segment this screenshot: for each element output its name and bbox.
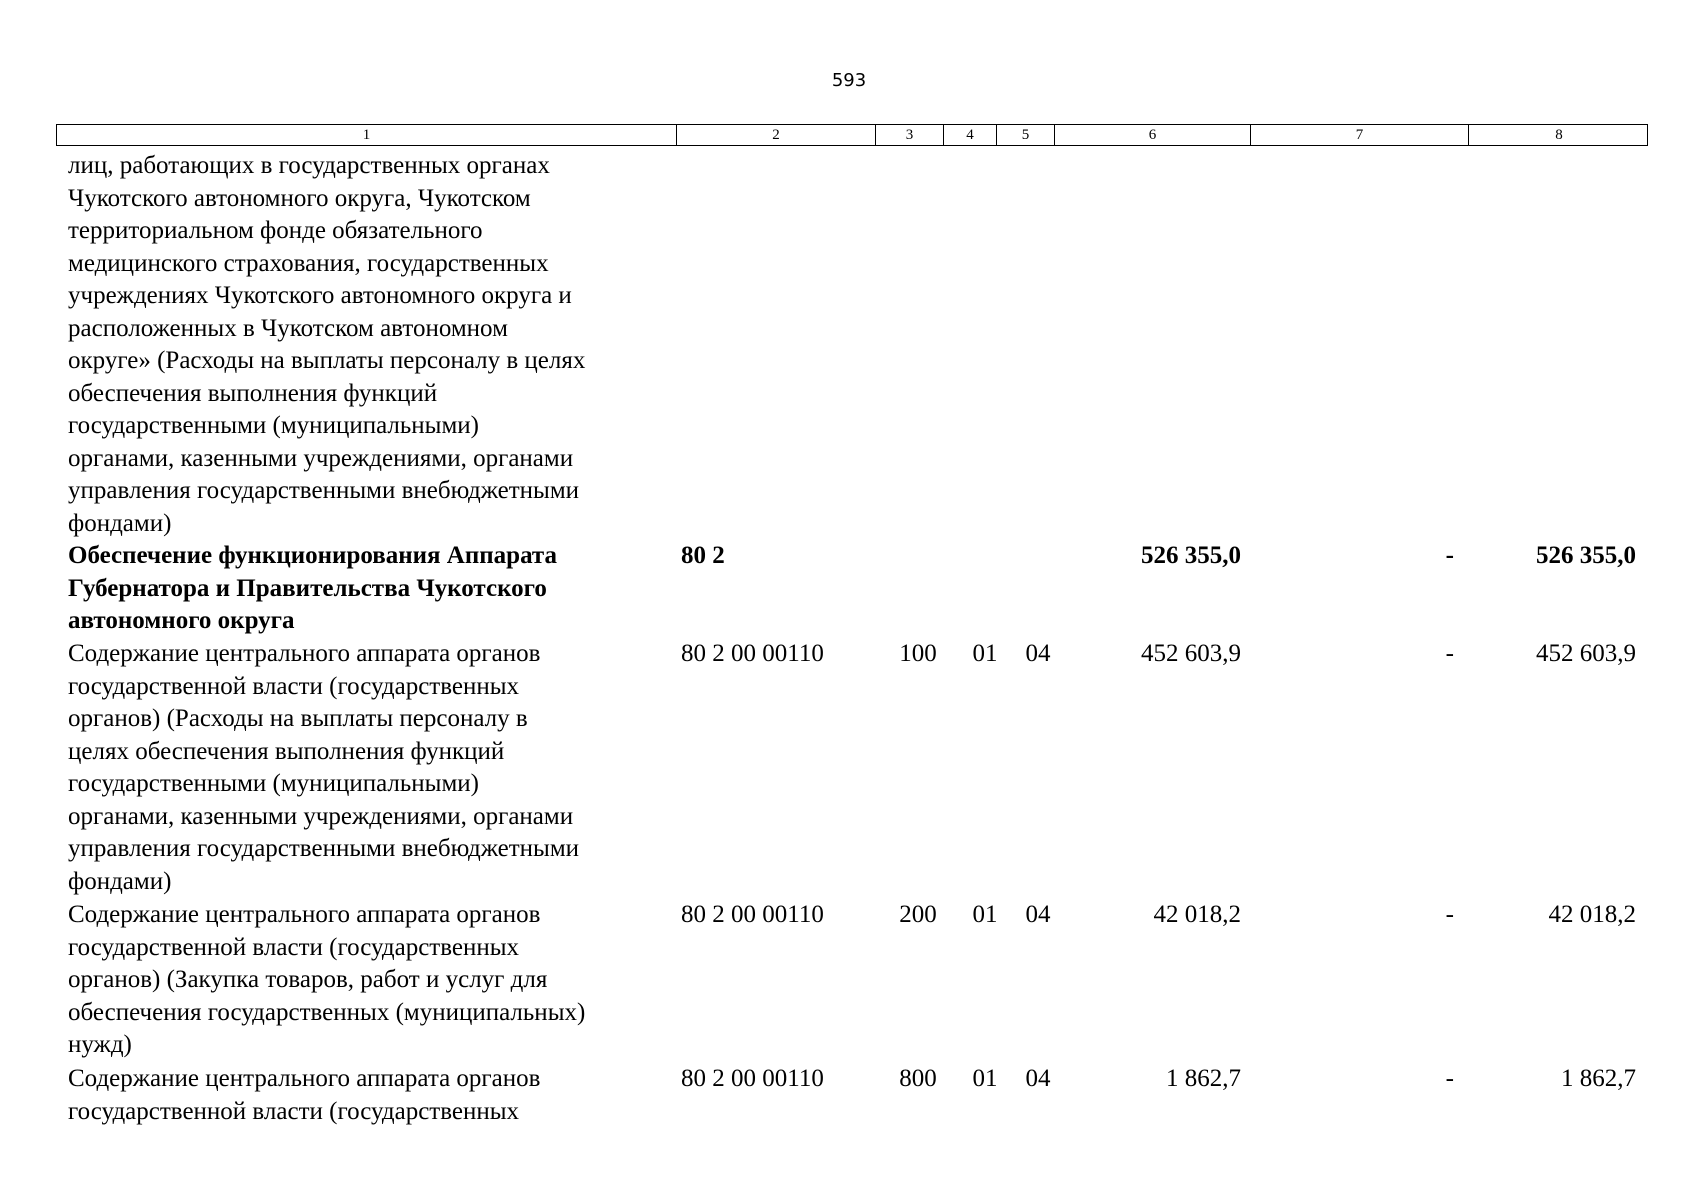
row-name <box>68 899 668 1062</box>
row-name-line: расположенных в Чукотском автономном <box>68 314 508 342</box>
header-col-7: 7 <box>1250 125 1468 145</box>
row-name-line: целях обеспечения выполнения функций <box>68 737 505 765</box>
row-name-line: государственной власти (государственных <box>68 1097 520 1125</box>
row-name <box>68 540 668 638</box>
row-name-line: нужд) <box>68 1031 132 1058</box>
row-name-line: учреждениях Чукотского автономного округа и <box>68 282 572 309</box>
row-expense-type: 100 <box>899 640 937 667</box>
row-amount-col7: - <box>1445 1065 1454 1092</box>
row-name-line: округе» (Расходы на выплаты персоналу в целях <box>68 347 586 374</box>
row-name-line: медицинского страхования, государственных <box>68 249 549 277</box>
header-col-6: 6 <box>1054 125 1250 145</box>
row-section: 01 <box>972 640 998 667</box>
row-name-line: фондами) <box>68 509 172 537</box>
row-name-line: Содержание центрального аппарата органов <box>68 901 541 928</box>
row-name <box>68 638 668 898</box>
row-amount-col6: 42 018,2 <box>1153 901 1241 928</box>
row-expense-type: 200 <box>899 901 937 928</box>
row-name-line: государственной власти (государственных <box>68 672 520 700</box>
header-col-1: 1 <box>362 126 371 143</box>
row-name-line: фондами) <box>68 867 172 895</box>
row-code: 80 2 00 00110 <box>681 640 824 667</box>
row-amount-col7: - <box>1445 542 1454 569</box>
row-name-line: управления государственными внебюджетными <box>68 835 580 862</box>
row-name-line: государственной власти (государственных <box>68 933 520 961</box>
row-name-line: автономного округа <box>68 607 295 634</box>
row-amount-col8: 526 355,0 <box>1536 542 1636 569</box>
row-name-line: Содержание центрального аппарата органов <box>68 640 541 667</box>
row-name-line: органов) (Закупка товаров, работ и услуг для <box>68 966 548 993</box>
row-subsection: 04 <box>1025 640 1051 667</box>
header-col-5: 5 <box>996 125 1054 145</box>
row-amount-col8: 1 862,7 <box>1561 1065 1636 1092</box>
row-name-line: лиц, работающих в государственных органах <box>68 152 550 179</box>
header-col-4: 4 <box>943 125 996 145</box>
row-subsection: 04 <box>1025 1065 1051 1092</box>
row-amount-col8: 42 018,2 <box>1548 901 1636 928</box>
row-amount-col8: 452 603,9 <box>1536 640 1636 667</box>
row-code: 80 2 00 00110 <box>681 901 824 928</box>
row-name-line: Содержание центрального аппарата органов <box>68 1065 541 1092</box>
row-expense-type: 800 <box>899 1065 937 1092</box>
row-code: 80 2 00 00110 <box>681 1065 824 1092</box>
row-name-line: органами, казенными учреждениями, органами <box>68 444 574 472</box>
row-amount-col7: - <box>1445 901 1454 928</box>
header-col-3: 3 <box>875 125 943 145</box>
row-name <box>68 1063 668 1128</box>
row-name-line: Губернатора и Правительства Чукотского <box>68 574 547 602</box>
row-name-line: органов) (Расходы на выплаты персоналу в <box>68 705 528 732</box>
row-subsection: 04 <box>1025 901 1051 928</box>
row-name-line: обеспечения государственных (муниципальных) <box>68 998 586 1026</box>
row-name <box>68 150 668 540</box>
row-name-line: органами, казенными учреждениями, органами <box>68 802 574 830</box>
row-amount-col6: 1 862,7 <box>1166 1065 1241 1092</box>
row-amount-col6: 526 355,0 <box>1141 542 1241 569</box>
row-name-line: государственными (муниципальными) <box>68 412 479 439</box>
row-section: 01 <box>972 901 998 928</box>
row-name-line: территориальном фонде обязательного <box>68 217 483 244</box>
row-section: 01 <box>972 1065 998 1092</box>
row-amount-col6: 452 603,9 <box>1141 640 1241 667</box>
row-name-line: государственными (муниципальными) <box>68 770 479 797</box>
row-name-line: Чукотского автономного округа, Чукотском <box>68 184 531 212</box>
row-code: 80 2 <box>681 542 725 569</box>
header-col-8: 8 <box>1468 125 1649 145</box>
row-name-line: обеспечения выполнения функций <box>68 379 438 407</box>
row-name-line: управления государственными внебюджетными <box>68 477 580 504</box>
row-amount-col7: - <box>1445 640 1454 667</box>
header-col-2: 2 <box>676 125 875 145</box>
page-number: 593 <box>831 70 867 91</box>
column-number-header <box>56 124 1648 146</box>
row-name-line: Обеспечение функционирования Аппарата <box>68 542 558 569</box>
